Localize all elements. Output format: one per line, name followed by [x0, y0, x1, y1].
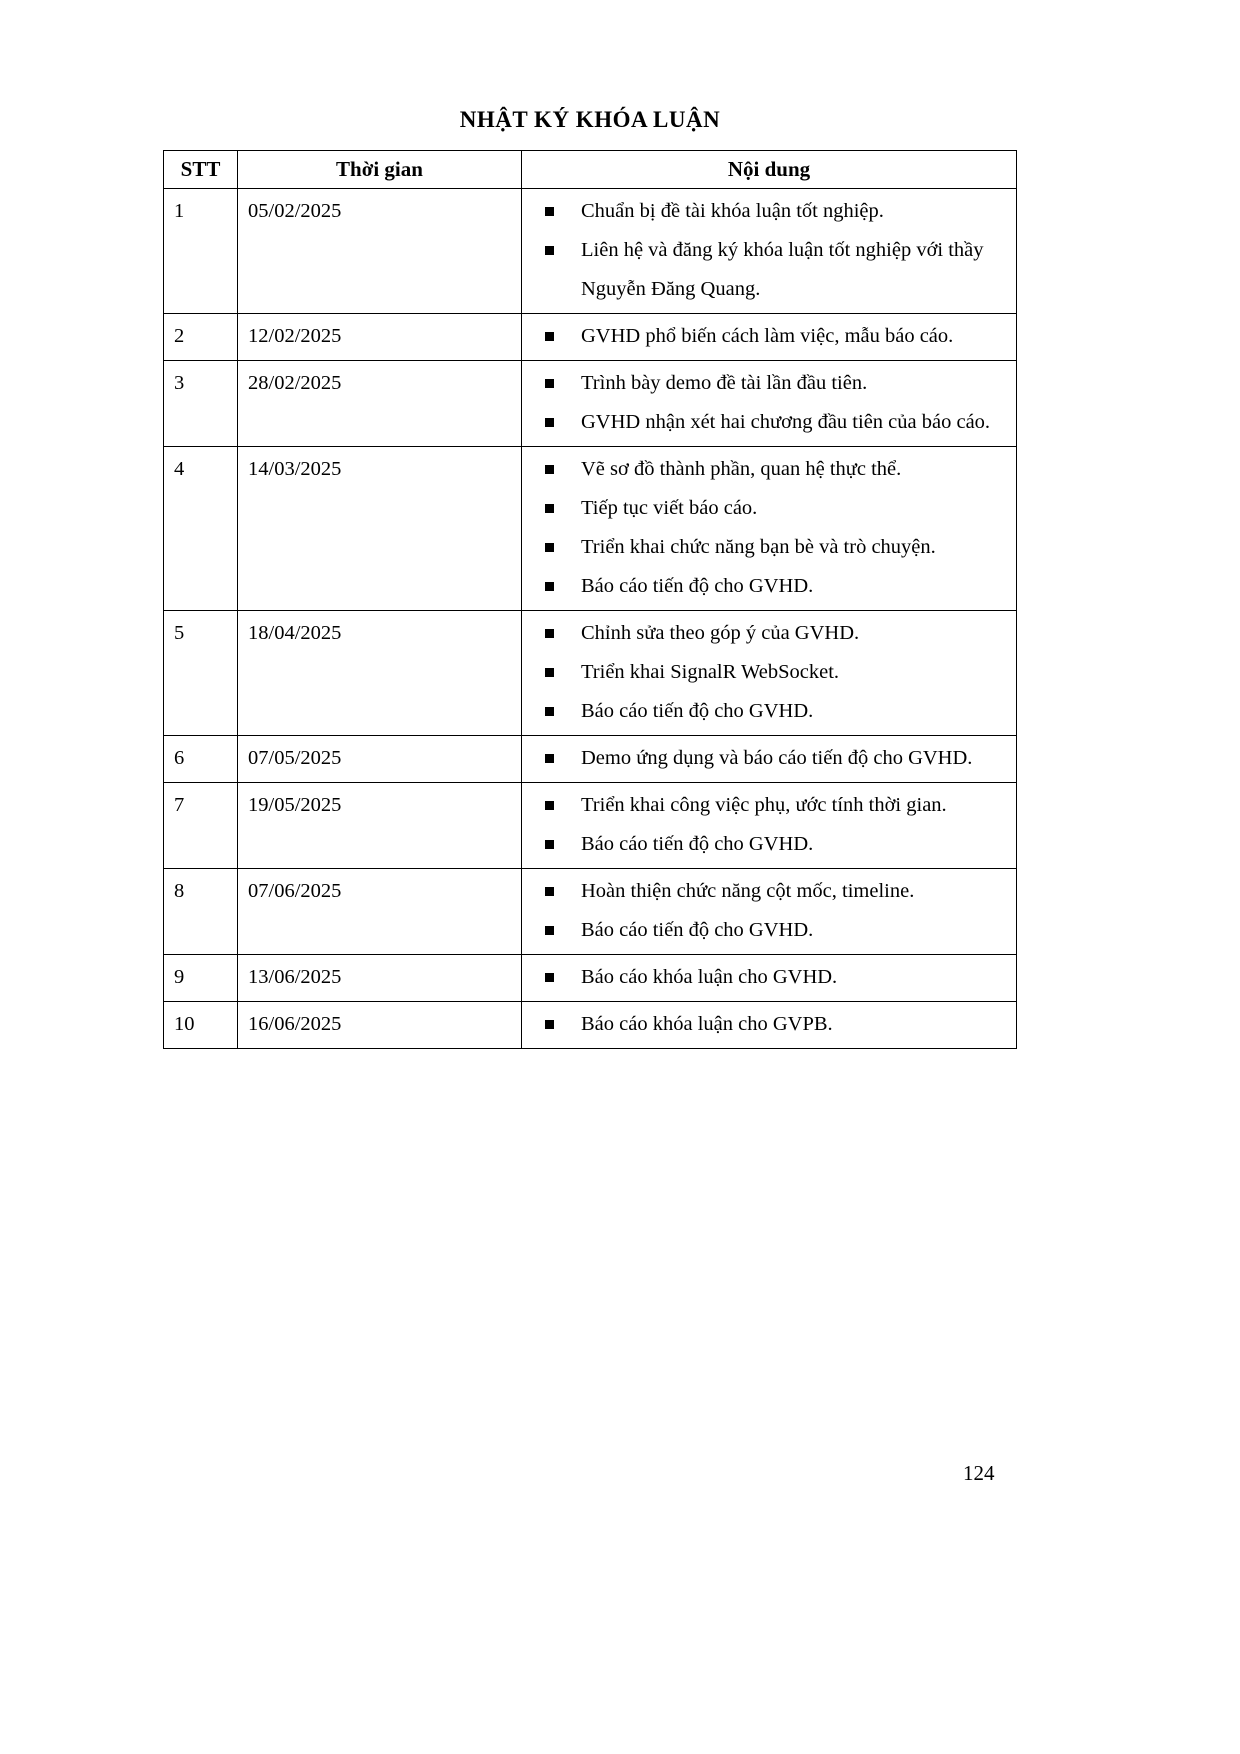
- row-date: 13/06/2025: [238, 955, 522, 1002]
- table-body: [164, 189, 1017, 1049]
- row-stt: 6: [164, 736, 238, 783]
- content-item-text: GVHD nhận xét hai chương đầu tiên của báo cáo.: [581, 411, 991, 433]
- table-row: [164, 1002, 1017, 1049]
- row-content: [522, 314, 1017, 361]
- square-bullet-icon: [545, 246, 554, 255]
- row-stt: 2: [164, 314, 238, 361]
- content-item-text: Trình bày demo đề tài lần đầu tiên.: [581, 372, 868, 394]
- square-bullet-icon: [545, 707, 554, 716]
- content-item-text: Triển khai SignalR WebSocket.: [581, 661, 840, 683]
- square-bullet-icon: [545, 668, 554, 677]
- content-item-text: Báo cáo khóa luận cho GVHD.: [581, 966, 838, 988]
- row-content: [522, 447, 1017, 611]
- square-bullet-icon: [545, 754, 554, 763]
- content-item: [532, 911, 1010, 950]
- square-bullet-icon: [545, 465, 554, 474]
- content-item-list: [532, 872, 1010, 950]
- content-item-list: [532, 739, 1010, 778]
- table-row: [164, 189, 1017, 314]
- table-header-row: [164, 151, 1017, 189]
- row-date: 16/06/2025: [238, 1002, 522, 1049]
- content-item: [532, 958, 1010, 997]
- content-item: [532, 825, 1010, 864]
- content-item-list: [532, 614, 1010, 731]
- row-content: [522, 869, 1017, 955]
- column-header-content: Nội dung: [522, 151, 1017, 189]
- column-header-time: Thời gian: [238, 151, 522, 189]
- page-title: NHẬT KÝ KHÓA LUẬN: [459, 107, 721, 132]
- content-item: [532, 489, 1010, 528]
- content-item-text: Triển khai chức năng bạn bè và trò chuyện.: [581, 536, 936, 558]
- row-stt: 3: [164, 361, 238, 447]
- content-item: [532, 653, 1010, 692]
- square-bullet-icon: [545, 840, 554, 849]
- content-item-list: [532, 450, 1010, 606]
- row-stt: 7: [164, 783, 238, 869]
- row-content: [522, 611, 1017, 736]
- row-date: 28/02/2025: [238, 361, 522, 447]
- row-content: [522, 783, 1017, 869]
- row-content: [522, 189, 1017, 314]
- content-item-text: Hoàn thiện chức năng cột mốc, timeline.: [581, 880, 915, 902]
- square-bullet-icon: [545, 973, 554, 982]
- content-item: [532, 317, 1010, 356]
- row-stt: 9: [164, 955, 238, 1002]
- content-item-list: [532, 317, 1010, 356]
- content-item: [532, 192, 1010, 231]
- row-date: 19/05/2025: [238, 783, 522, 869]
- row-date: 12/02/2025: [238, 314, 522, 361]
- content-item: [532, 528, 1010, 567]
- content-item-text: Vẽ sơ đồ thành phần, quan hệ thực thể.: [581, 458, 902, 480]
- content-item-list: [532, 192, 1010, 309]
- content-item-list: [532, 364, 1010, 442]
- row-content: [522, 955, 1017, 1002]
- table-row: [164, 736, 1017, 783]
- row-stt: 5: [164, 611, 238, 736]
- square-bullet-icon: [545, 504, 554, 513]
- content-item-text: GVHD phổ biến cách làm việc, mẫu báo cáo.: [581, 325, 954, 347]
- row-stt: 4: [164, 447, 238, 611]
- content-item: [532, 1005, 1010, 1044]
- content-item-text: Chuẩn bị đề tài khóa luận tốt nghiệp.: [581, 200, 884, 222]
- content-item: [532, 231, 1010, 309]
- row-date: 07/06/2025: [238, 869, 522, 955]
- content-item-text: Liên hệ và đăng ký khóa luận tốt nghiệp với thầy Nguyễn Đăng Quang.: [581, 239, 984, 300]
- row-stt: 1: [164, 189, 238, 314]
- square-bullet-icon: [545, 332, 554, 341]
- content-item: [532, 872, 1010, 911]
- content-item: [532, 403, 1010, 442]
- content-item-list: [532, 786, 1010, 864]
- row-stt: 10: [164, 1002, 238, 1049]
- content-item-text: Tiếp tục viết báo cáo.: [581, 497, 758, 519]
- row-date: 05/02/2025: [238, 189, 522, 314]
- content-item-text: Demo ứng dụng và báo cáo tiến độ cho GVHD.: [581, 747, 973, 769]
- row-content: [522, 736, 1017, 783]
- square-bullet-icon: [545, 207, 554, 216]
- column-header-stt: STT: [164, 151, 238, 189]
- content-item: [532, 364, 1010, 403]
- content-item: [532, 567, 1010, 606]
- table-row: [164, 314, 1017, 361]
- content-item-text: Báo cáo tiến độ cho GVHD.: [581, 833, 814, 855]
- content-item-text: Báo cáo khóa luận cho GVPB.: [581, 1013, 833, 1035]
- content-item-list: [532, 958, 1010, 997]
- square-bullet-icon: [545, 379, 554, 388]
- table-row: [164, 955, 1017, 1002]
- square-bullet-icon: [545, 1020, 554, 1029]
- row-content: [522, 1002, 1017, 1049]
- row-date: 18/04/2025: [238, 611, 522, 736]
- table-row: [164, 611, 1017, 736]
- content-item: [532, 739, 1010, 778]
- content-item: [532, 614, 1010, 653]
- square-bullet-icon: [545, 629, 554, 638]
- page-content: [163, 0, 1017, 1049]
- table-row: [164, 361, 1017, 447]
- table-row: [164, 783, 1017, 869]
- square-bullet-icon: [545, 926, 554, 935]
- row-date: 14/03/2025: [238, 447, 522, 611]
- row-date: 07/05/2025: [238, 736, 522, 783]
- thesis-journal-table: [163, 150, 1017, 1049]
- content-item-text: Báo cáo tiến độ cho GVHD.: [581, 700, 814, 722]
- content-item-text: Chỉnh sửa theo góp ý của GVHD.: [581, 622, 860, 644]
- square-bullet-icon: [545, 887, 554, 896]
- row-content: [522, 361, 1017, 447]
- square-bullet-icon: [545, 418, 554, 427]
- content-item-text: Triển khai công việc phụ, ước tính thời gian.: [581, 794, 947, 816]
- content-item: [532, 786, 1010, 825]
- page-number: 124: [963, 1461, 995, 1485]
- content-item-text: Báo cáo tiến độ cho GVHD.: [581, 575, 814, 597]
- square-bullet-icon: [545, 543, 554, 552]
- square-bullet-icon: [545, 801, 554, 810]
- content-item: [532, 692, 1010, 731]
- table-row: [164, 869, 1017, 955]
- content-item-text: Báo cáo tiến độ cho GVHD.: [581, 919, 814, 941]
- content-item: [532, 450, 1010, 489]
- content-item-list: [532, 1005, 1010, 1044]
- table-row: [164, 447, 1017, 611]
- row-stt: 8: [164, 869, 238, 955]
- square-bullet-icon: [545, 582, 554, 591]
